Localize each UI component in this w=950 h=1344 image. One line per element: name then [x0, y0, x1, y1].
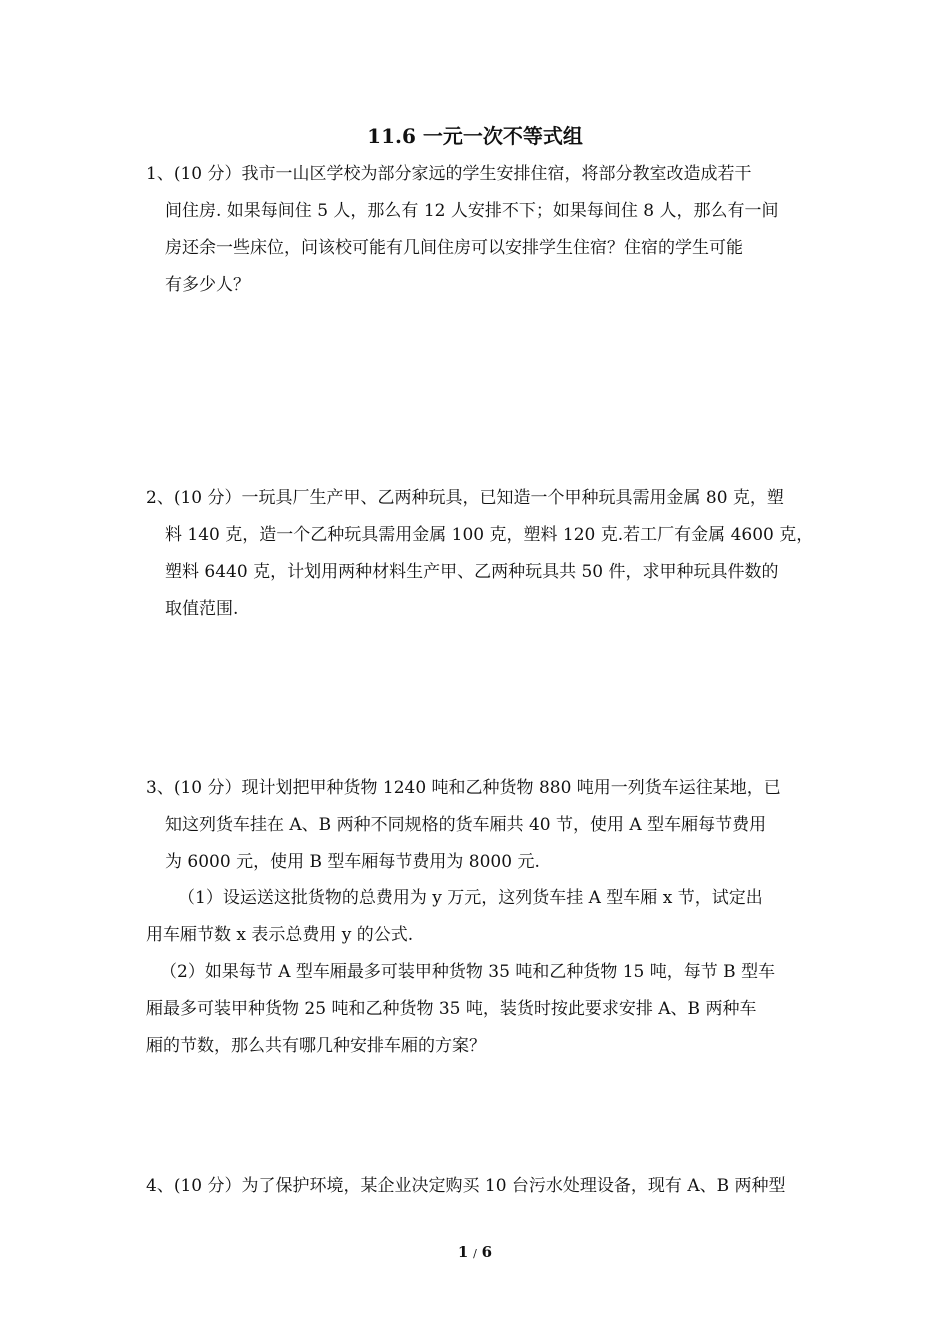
total-pages-number: 6: [481, 1243, 493, 1261]
question-1-line-4: 有多少人？: [165, 275, 250, 295]
document-title: 11.6 一元一次不等式组: [367, 124, 583, 148]
question-1-line-3: 房还余一些床位，问该校可能有几间住房可以安排学生住宿？住宿的学生可能: [165, 238, 743, 258]
current-page-number: 1: [457, 1243, 469, 1261]
question-3-part-2-line-1: （2）如果每节 A 型车厢最多可装甲种货物 35 吨和乙种货物 15 吨，每节 B 型车: [160, 962, 776, 982]
question-2-line-1: 2、(10 分）一玩具厂生产甲、乙两种玩具，已知造一个甲种玩具需用金属 80 克，塑: [146, 488, 784, 508]
question-2-line-3: 塑料 6440 克，计划用两种材料生产甲、乙两种玩具共 50 件，求甲种玩具件数的: [165, 562, 779, 582]
question-2-line-4: 取值范围.: [165, 599, 239, 619]
page-separator: /: [473, 1247, 477, 1260]
question-1-line-1: 1、(10 分）我市一山区学校为部分家远的学生安排住宿，将部分教室改造成若干: [146, 164, 752, 184]
question-3-part-1-line-2: 用车厢节数 x 表示总费用 y 的公式.: [146, 925, 414, 945]
question-2-line-2: 料 140 克，造一个乙种玩具需用金属 100 克，塑料 120 克.若工厂有金属 4600 克，: [165, 525, 814, 545]
question-3-line-2: 知这列货车挂在 A、B 两种不同规格的货车厢共 40 节，使用 A 型车厢每节费用: [165, 815, 767, 835]
question-3-part-2-line-3: 厢的节数，那么共有哪几种安排车厢的方案？: [146, 1036, 486, 1056]
question-1-line-2: 间住房. 如果每间住 5 人，那么有 12 人安排不下；如果每间住 8 人，那么有一间: [165, 201, 779, 221]
question-3-line-1: 3、(10 分）现计划把甲种货物 1240 吨和乙种货物 880 吨用一列货车运往某地，已: [146, 778, 781, 798]
question-4-line-1: 4、(10 分）为了保护环境，某企业决定购买 10 台污水处理设备，现有 A、B 两种型: [146, 1176, 786, 1196]
question-3-part-2-line-2: 厢最多可装甲种货物 25 吨和乙种货物 35 吨，装货时按此要求安排 A、B 两种车: [146, 999, 757, 1019]
question-3-line-3: 为 6000 元，使用 B 型车厢每节费用为 8000 元.: [165, 852, 540, 872]
question-3-part-1-line-1: （1）设运送这批货物的总费用为 y 万元，这列货车挂 A 型车厢 x 节，试定出: [178, 888, 763, 908]
page-number: [0, 1240, 950, 1266]
